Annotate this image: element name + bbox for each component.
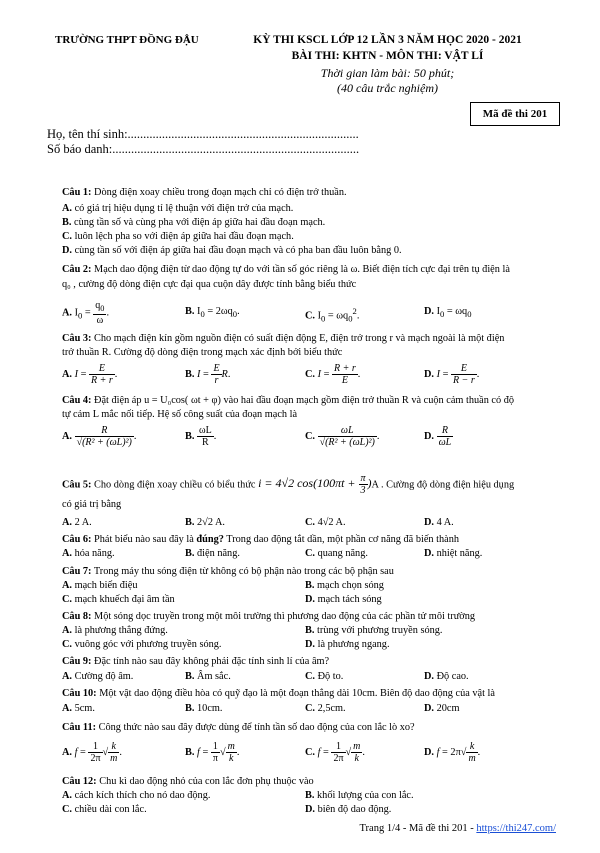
q4-c-letter: C. [305,430,316,442]
q1-option-d [62,245,402,256]
q1-b-text: cùng tần số và cùng pha với điện áp giữa hai đầu đoạn mạch. [74,217,326,228]
q7-b-text: mạch chọn sóng [317,580,384,591]
q7-label: Câu 7: [62,566,92,577]
q3-option-c: C. I = $\frac{R + r}{E}$ . [305,363,361,386]
q8-d-text: là phương ngang. [317,639,390,650]
q12-d-letter: D. [305,804,316,815]
question-6 [62,534,459,546]
q6-option-b [185,548,240,559]
q1-d-letter: D. [62,245,73,256]
q12-b-letter: B. [305,790,315,801]
q1-label: Câu 1: [62,187,92,198]
q9-label: Câu 9: [62,656,92,667]
q9-a-text: Cường độ âm. [74,671,134,682]
q4-option-d: D. $\frac{R}{\omega L}$ [424,425,452,448]
question-2 [62,264,510,276]
q2-a-letter: A. [62,307,73,319]
q2-option-b: B. $I_0 = 2\omega q_0$. [185,306,240,320]
q2-option-c: C. $I_0 = \omega q_0^2$. [305,306,360,324]
q3-text: Cho mạch điện kín gồm nguồn điện có suất điện động E, điện trở trong r và mạch ngoài là một điện [91,333,505,344]
q8-a-letter: A. [62,625,73,636]
q5-option-c [305,517,346,528]
q11-text: Công thức nào sau đây được dùng để tính tần số dao động của con lắc lò xo? [96,722,415,733]
q10-label: Câu 10: [62,688,97,699]
q5-b-letter: B. [185,517,195,528]
q8-label: Câu 8: [62,611,92,622]
q9-c-text: Độ to. [317,671,344,682]
question-5: Câu 5: Cho dòng điện xoay chiều có biểu thức i = 4√2 cos(100πt + $\frac{\pi}{3}$ )A . Cường độ dòng điện hiệu dụng [62,473,515,496]
q1-text: Dòng điện xoay chiều trong đoạn mạch chỉ có điện trở thuần. [91,187,347,198]
q2-text: Mạch dao động điện từ dao động tự do với tần số góc riêng là ω. Biết điện tích cực đại trên tụ điện là [91,264,510,275]
exam-code-box [470,102,560,126]
q12-d-text: biên độ dao động. [317,804,392,815]
q5-c-letter: C. [305,517,316,528]
q2-option-d: D. $I_0 = \omega q_0$ [424,306,472,320]
question-7 [62,566,394,578]
q3-c-letter: C. [305,368,316,380]
q7-c-text: mạch khuếch đại âm tần [74,594,175,605]
q10-option-b [185,703,222,714]
question-8 [62,611,475,623]
question-9 [62,656,329,668]
q9-d-text: Độ cao. [436,671,469,682]
q3-option-b: B. I = $\frac{E}{r}$ R. [185,363,231,386]
q7-option-b [305,580,384,591]
q1-d-text: cùng tần số với điện áp giữa hai đầu đoạn mạch và có pha ban đầu luôn bằng 0. [74,245,402,256]
q12-option-c [62,804,147,815]
question-1 [62,187,347,199]
question-3 [62,333,504,345]
q12-a-text: cách kích thích cho nó dao động. [74,790,211,801]
q8-option-a [62,625,168,636]
q5-text: Cho dòng điện xoay chiều có biểu thức [91,479,256,491]
q12-label: Câu 12: [62,776,97,787]
q6-option-d [424,548,482,559]
q3-option-a: A. I = $\frac{E}{R + r}$ . [62,363,118,386]
q7-c-letter: C. [62,594,73,605]
question-4 [62,395,514,407]
q4-text-line2: tự cảm L mắc nối tiếp. Hệ số công suất của đoạn mạch là [62,409,298,420]
footer-text: Trang 1/4 - Mã đề thi 201 - [359,823,477,834]
q4-d-letter: D. [424,430,435,442]
q10-a-text: 5cm. [74,703,95,714]
q5-d-text: 4 A. [436,517,454,528]
q12-text: Chu kì dao động nhỏ của con lắc đơn phụ thuộc vào [96,776,314,787]
q5-formula: i = 4√2 cos(100πt + $\frac{\pi}{3}$ ) [258,473,372,496]
exam-title: KỲ THI KSCL LỚP 12 LẦN 3 NĂM HỌC 2020 - 2021 [253,34,522,46]
q11-option-b: B. f = $\frac{1}{\pi}$ √ $\frac{m}{k}$ . [185,741,240,764]
q5-c-text: 4√2 A. [317,517,346,528]
q7-option-c [62,594,175,605]
q8-text: Một sóng dọc truyền trong một môi trường thì phương dao động của các phần tử môi trường [91,611,476,622]
exam-time: Thời gian làm bài: 50 phút; [320,66,455,80]
q5-label: Câu 5: [62,479,92,491]
q12-b-text: khối lượng của con lắc. [317,790,414,801]
q6-text: Phát biểu nào sau đây là [91,534,197,545]
q4-option-a: A. $\frac{R}{\text{√(R² + (ωL)²)}}$ . [62,425,137,448]
q7-text: Trong máy thu sóng điện từ không có bộ phận nào trong các bộ phận sau [91,566,394,577]
q8-option-b [305,625,442,636]
q5-d-letter: D. [424,517,435,528]
q11-option-d: D. f = 2π√ $\frac{k}{m}$ . [424,741,481,764]
q12-c-text: chiều dài con lắc. [74,804,147,815]
q7-option-d [305,594,382,605]
q6-a-letter: A. [62,548,73,559]
q10-c-text: 2,5cm. [317,703,346,714]
page-footer [360,823,557,834]
q12-a-letter: A. [62,790,73,801]
q8-option-c [62,639,221,650]
q6-c-letter: C. [305,548,316,559]
q5-b-text: 2√2 A. [197,517,225,528]
q5-a-text: 2 A. [74,517,92,528]
q5-option-a [62,517,92,528]
q1-a-text: có giá trị hiệu dụng tỉ lệ thuận với điện trở của mạch. [74,203,294,214]
q9-b-letter: B. [185,671,195,682]
q3-a-letter: A. [62,368,73,380]
q3-text-line2: trở thuần R. Cường độ dòng điện trong mạch xác định bởi biểu thức [62,347,343,358]
q1-c-letter: C. [62,231,73,242]
q9-option-c [305,671,343,682]
q4-label: Câu 4: [62,395,92,406]
q10-option-d [424,703,459,714]
q6-a-text: hóa năng. [74,548,115,559]
q5-option-d [424,517,454,528]
q2-label: Câu 2: [62,264,92,275]
q10-a-letter: A. [62,703,73,714]
q3-label: Câu 3: [62,333,92,344]
q5-a-letter: A. [62,517,73,528]
q5-text-line2: có giá trị bằng [62,499,122,510]
q7-b-letter: B. [305,580,315,591]
exam-subject: BÀI THI: KHTN - MÔN THI: VẬT LÍ [291,50,484,62]
q11-d-letter: D. [424,746,435,758]
question-12 [62,776,314,788]
q11-c-letter: C. [305,746,316,758]
q6-d-letter: D. [424,548,435,559]
q8-d-letter: D. [305,639,316,650]
q6-option-c [305,548,368,559]
q11-a-letter: A. [62,746,73,758]
q6-b-letter: B. [185,548,195,559]
q6-text-after: Trong dao động tắt dần, một phần cơ năng đã biến thành [223,534,459,545]
q6-c-text: quang năng. [317,548,368,559]
q6-option-a [62,548,115,559]
q4-a-letter: A. [62,430,73,442]
q9-d-letter: D. [424,671,435,682]
q1-option-c [62,231,294,242]
q1-option-a [62,203,293,214]
q7-a-text: mạch biến điệu [74,580,138,591]
q9-a-letter: A. [62,671,73,682]
q11-b-letter: B. [185,746,195,758]
q1-a-letter: A. [62,203,73,214]
school-name: TRƯỜNG THPT ĐỒNG ĐẬU [55,34,199,46]
q10-option-a [62,703,95,714]
q3-option-d: D. I = $\frac{E}{R - r}$ . [424,363,480,386]
q11-option-c: C. f = $\frac{1}{2\pi}$ √ $\frac{m}{k}$ . [305,741,365,764]
q9-text: Đặc tính nào sau đây không phải đặc tính sinh lí của âm? [91,656,330,667]
q2-text-line2: q₀ , cường độ dòng điện cực đại qua cuộn dây được tính bằng biểu thức [62,279,357,290]
q2-option-a: A. $I_0$ = $\frac{q_0}{\omega}$ . [62,300,110,326]
q5-option-b [185,517,225,528]
q9-option-b [185,671,231,682]
q9-option-d [424,671,469,682]
q10-d-letter: D. [424,703,435,714]
q9-b-text: Âm sắc. [197,671,231,682]
q3-b-letter: B. [185,368,195,380]
q2-c-letter: C. [305,310,316,322]
q2-d-letter: D. [424,306,435,317]
q11-label: Câu 11: [62,722,97,733]
q6-d-text: nhiệt năng. [436,548,483,559]
q12-option-b [305,790,414,801]
q7-option-a [62,580,138,591]
q1-option-b [62,217,325,228]
q8-a-text: là phương thẳng đứng. [74,625,168,636]
exam-code: Mã đề thi 201 [482,108,548,120]
q6-b-text: điện năng. [197,548,240,559]
q10-c-letter: C. [305,703,316,714]
q12-c-letter: C. [62,804,73,815]
q4-text: Đặt điện áp u = U₀cos( ωt + φ) vào hai đầu đoạn mạch gồm điện trở thuần R và cuộn cảm thuần có độ [91,395,515,406]
q2-b-letter: B. [185,306,195,317]
q4-option-b: B. $\frac{\omega L}{R}$ . [185,425,217,448]
q10-d-text: 20cm [436,703,460,714]
q8-b-letter: B. [305,625,315,636]
q6-label: Câu 6: [62,534,92,545]
q8-c-text: vuông góc với phương truyền sóng. [74,639,222,650]
q10-b-letter: B. [185,703,195,714]
q7-d-letter: D. [305,594,316,605]
q1-b-letter: B. [62,217,72,228]
q8-option-d [305,639,390,650]
q7-d-text: mạch tách sóng [317,594,382,605]
q3-d-letter: D. [424,368,435,380]
q8-b-text: trùng với phương truyền sóng. [317,625,443,636]
q8-c-letter: C. [62,639,73,650]
q12-option-d [305,804,391,815]
footer-link[interactable]: https://thi247.com/ [476,823,556,834]
q1-c-text: luôn lệch pha so với điện áp giữa hai đầu đoạn mạch. [74,231,294,242]
question-10 [62,688,495,700]
q4-b-letter: B. [185,430,195,442]
student-name-field: Họ, tên thí sinh:.......................................................................... [47,127,359,141]
question-count: (40 câu trắc nghiệm) [337,81,438,95]
student-id-field: Số báo danh:............................................................................... [47,142,360,156]
q7-a-letter: A. [62,580,73,591]
q6-bold: đúng? [196,534,224,545]
q4-option-c: C. $\frac{\omega L}{\text{√(R² + (ωL)²)}}$ . [305,425,380,448]
q10-option-c [305,703,346,714]
q5-text-after: . Cường độ dòng điện hiệu dụng [378,479,515,491]
question-11 [62,722,415,734]
q10-text: Một vật dao động điều hòa có quỹ đạo là một đoạn thẳng dài 10cm. Biên độ dao động của vật là [96,688,495,699]
q10-b-text: 10cm. [197,703,223,714]
q9-c-letter: C. [305,671,316,682]
q9-option-a [62,671,133,682]
q11-option-a: A. f = $\frac{1}{2\pi}$ √ $\frac{k}{m}$ . [62,741,122,764]
q12-option-a [62,790,210,801]
